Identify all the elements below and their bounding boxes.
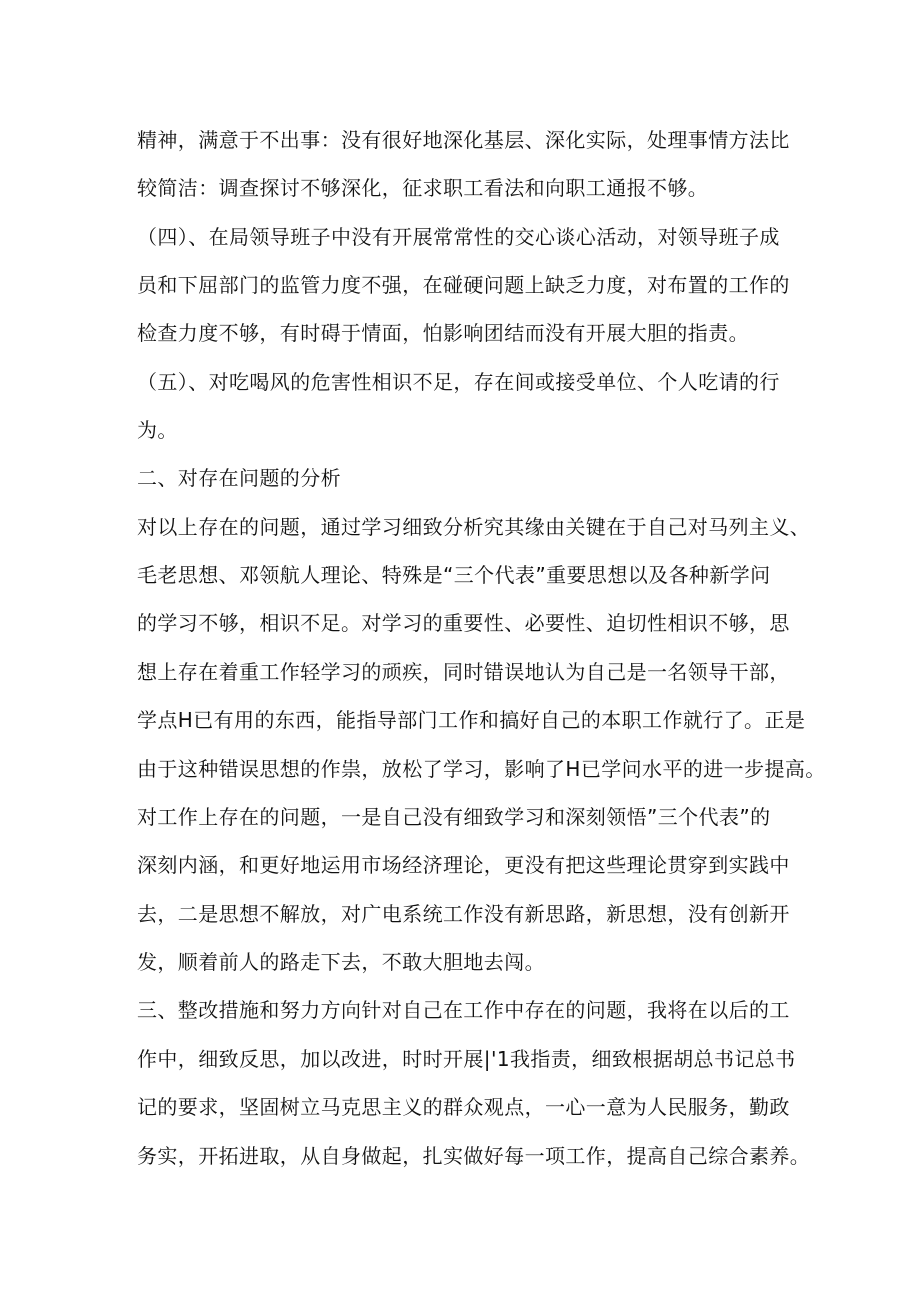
text-line: 由于这种错误思想的作祟，放松了学习，影响了H已学问水平的进一步提高。 [137,757,826,781]
section-heading: 三、整改措施和努力方向针对自己在工作中存在的问题，我将在以后的工 [137,998,790,1022]
text-line: 作中，细致反思，加以改进，时时开展|'1我指责，细致根据胡总书记总书 [137,1047,796,1071]
text-line: 务实，开拓进取，从自身做起，扎实做好每一项工作，提高自己综合素养。 [137,1144,811,1168]
text-line: 记的要求，坚固树立马克思主义的群众观点，一心一意为人民服务，勤政 [137,1095,790,1119]
section-heading: 二、对存在问题的分析 [137,466,341,490]
text-line: 精神，满意于不出事：没有很好地深化基层、深化实际，处理事情方法比 [137,128,790,152]
text-line: 员和下屈部门的监管力度不强，在碰硬问题上缺乏力度，对布置的工作的 [137,273,790,297]
text-line: 较简洁：调查探讨不够深化，征求职工看法和向职工通报不够。 [137,176,709,200]
text-line: 学点H已有用的东西，能指导部门工作和搞好自己的本职工作就行了。正是 [137,708,806,732]
text-line: （四）、在局领导班子中没有开展常常性的交心谈心活动，对领导班子成 [137,225,780,249]
text-line: 毛老思想、邓领航人理论、特殊是“三个代表”重要思想以及各种新学问 [137,563,771,587]
text-line: 对工作上存在的问题，一是自己没有细致学习和深刻领悟”三个代表”的 [137,805,771,829]
text-line: 检查力度不够，有时碍于情面，怕影响团结而没有开展大胆的指责。 [137,321,749,345]
text-line: 去，二是思想不解放，对广电系统工作没有新思路，新思想，没有创新开 [137,902,790,926]
text-line: 为。 [137,418,178,442]
text-line: 对以上存在的问题，通过学习细致分析究其缘由关键在于自己对马列主义、 [137,515,811,539]
text-line: 深刻内涵，和更好地运用市场经济理论，更没有把这些理论贯穿到实践中 [137,853,790,877]
text-line: （五）、对吃喝风的危害性相识不足，存在间或接受单位、个人吃请的行 [137,370,780,394]
text-line: 的学习不够，相识不足。对学习的重要性、必要性、迫切性相识不够，思 [137,611,790,635]
text-line: 发，顺着前人的路走下去，不敢大胆地去闯。 [137,950,545,974]
text-line: 想上存在着重工作轻学习的顽疾，同时错误地认为自己是一名领导干部， [137,660,790,684]
